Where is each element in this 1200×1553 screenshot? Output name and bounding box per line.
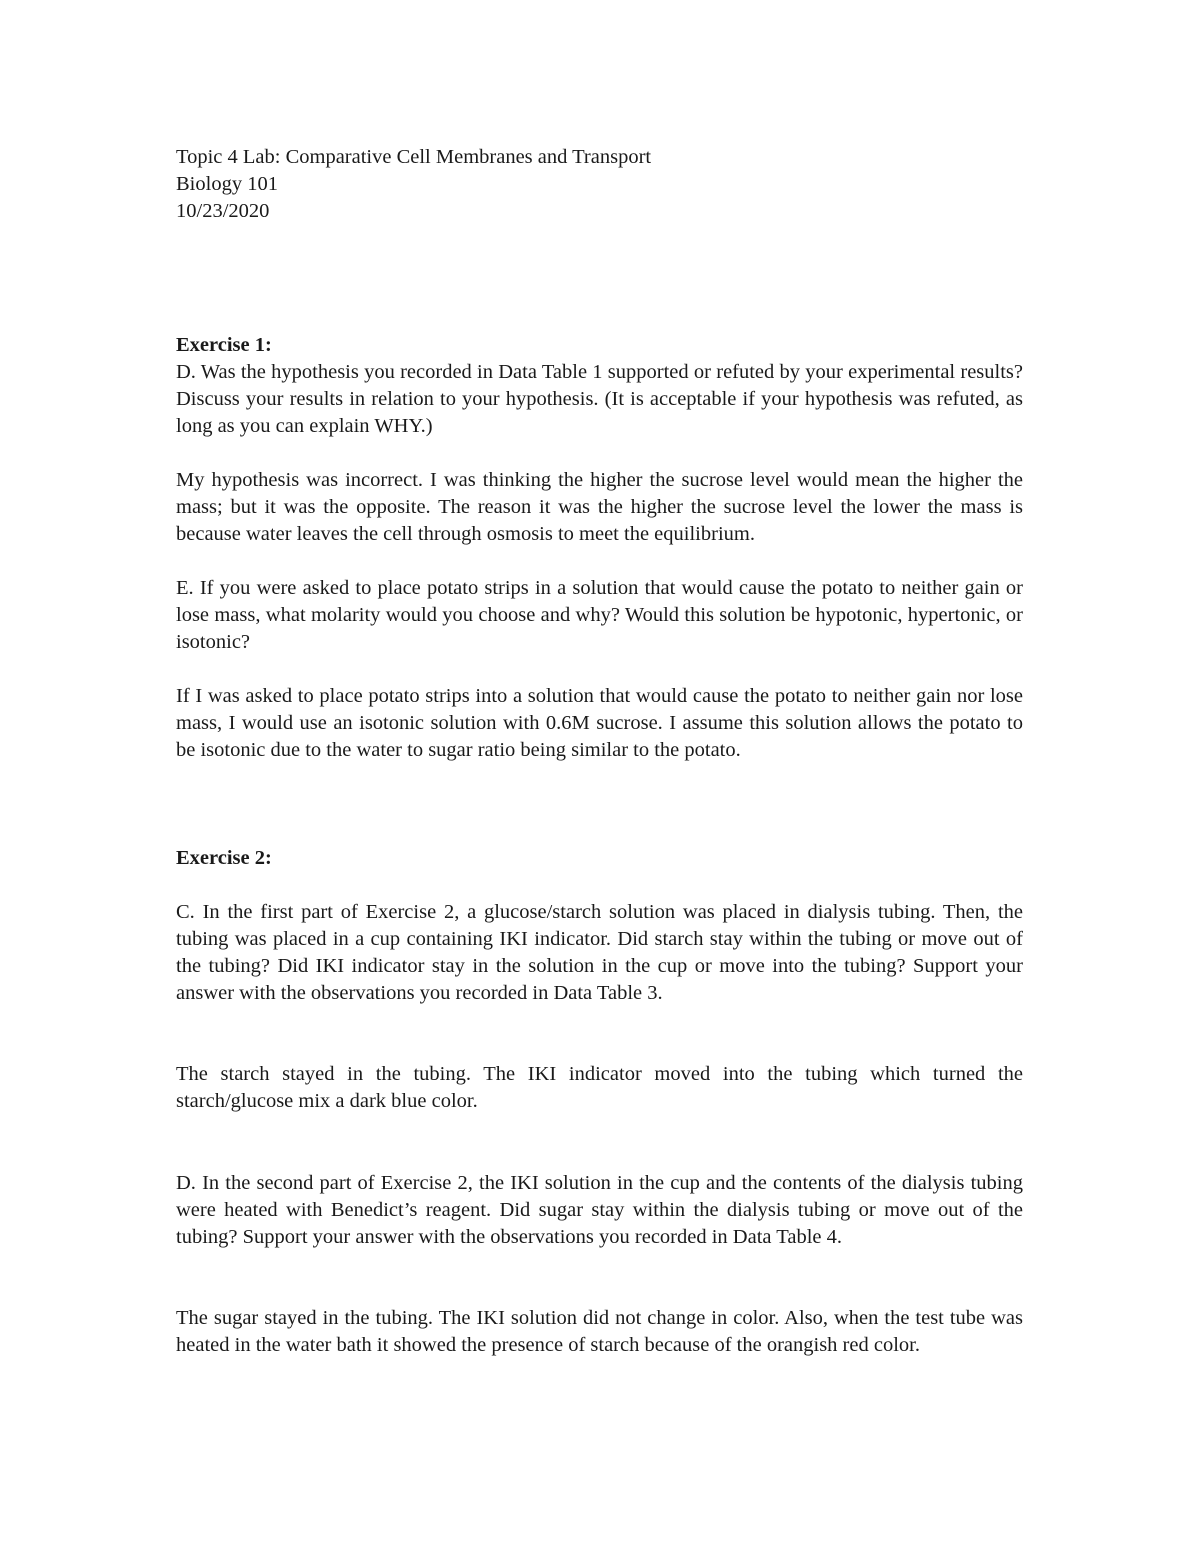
- exercise-1-question-e-block: [176, 575, 1023, 656]
- exercise-1-question-e: E. If you were asked to place potato strips in a solution that would cause the potato to neither gain or lose mass, what molarity would you choose and why? Would this solution be hypotonic, hypertonic, or isotonic?: [176, 577, 1023, 653]
- exercise-1-heading: Exercise 1:: [176, 334, 272, 356]
- exercise-2-question-d-block: [176, 1170, 1023, 1251]
- exercise-2-answer-d-block: [176, 1305, 1023, 1359]
- exercise-1-section: [176, 332, 1023, 440]
- exercise-2-answer-d: The sugar stayed in the tubing. The IKI solution did not change in color. Also, when the test tube was heated in the water bath it showed the presence of starch because of the orangish red color.: [176, 1307, 1023, 1356]
- exercise-2-heading: Exercise 2:: [176, 847, 272, 869]
- exercise-2-question-c: C. In the first part of Exercise 2, a glucose/starch solution was placed in dialysis tubing. Then, the tubing was placed in a cup containing IKI indicator. Did starch stay within the tubing or move out of the tubing? Did IKI indicator stay in the solution in the cup or move into the tubing? Support your answer with the observations you recorded in Data Table 3.: [176, 901, 1023, 1004]
- exercise-1-question-d: D. Was the hypothesis you recorded in Data Table 1 supported or refuted by your experimental results? Discuss your results in relation to your hypothesis. (It is acceptable if your hypothesis was refuted, as long as you can explain WHY.): [176, 361, 1023, 437]
- document-title: Topic 4 Lab: Comparative Cell Membranes and Transport: [176, 146, 652, 168]
- document-date: 10/23/2020: [176, 200, 270, 222]
- exercise-2-answer-c-block: [176, 1061, 1023, 1115]
- exercise-2-question-c-block: [176, 899, 1023, 1007]
- exercise-1-answer-d: My hypothesis was incorrect. I was thinking the higher the sucrose level would mean the higher the mass; but it was the opposite. The reason it was the higher the sucrose level the lower the mass is because water leaves the cell through osmosis to meet the equilibrium.: [176, 469, 1023, 545]
- course-name: Biology 101: [176, 173, 278, 195]
- exercise-1-answer-e-block: [176, 683, 1023, 764]
- exercise-1-answer-e: If I was asked to place potato strips into a solution that would cause the potato to neither gain nor lose mass, I would use an isotonic solution with 0.6M sucrose. I assume this solution allows the potato to be isotonic due to the water to sugar ratio being similar to the potato.: [176, 685, 1023, 761]
- document-header: [176, 144, 651, 225]
- exercise-2-answer-c: The starch stayed in the tubing. The IKI indicator moved into the tubing which turned the starch/glucose mix a dark blue color.: [176, 1063, 1023, 1112]
- exercise-1-answer-d-block: [176, 467, 1023, 548]
- exercise-2-question-d: D. In the second part of Exercise 2, the IKI solution in the cup and the contents of the dialysis tubing were heated with Benedict’s reagent. Did sugar stay within the dialysis tubing or move out of the tubing? Support your answer with the observations you recorded in Data Table 4.: [176, 1172, 1023, 1248]
- exercise-2-heading-block: [176, 845, 1023, 872]
